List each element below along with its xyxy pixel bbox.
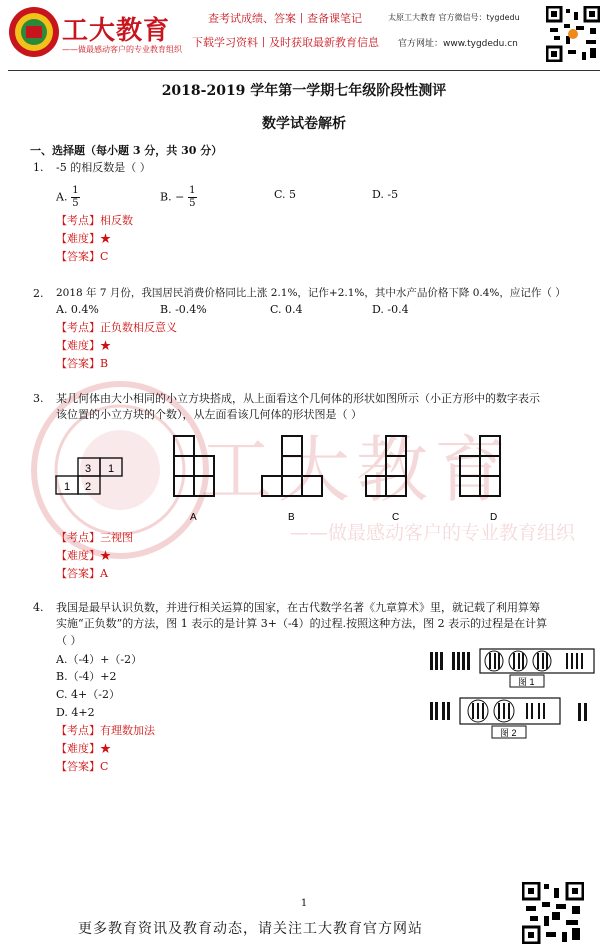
q3-label-d: D — [490, 512, 498, 523]
q3-label-c: C — [392, 512, 400, 523]
q1-a-denominator: 5 — [72, 198, 79, 209]
q4-fig2-label: 图 2 — [500, 728, 517, 738]
q3-stem-line-2: 该位置的小立方块的个数），从左面看该几何体的形状图是（ ） — [56, 408, 362, 421]
q2-difficulty: 【难度】★ — [56, 339, 111, 352]
q3-option-figures — [168, 428, 528, 524]
q1-option-c: C. 5 — [274, 188, 297, 201]
q1-b-numerator: 1 — [189, 185, 196, 196]
promo-line-1: 查考试成绩、答案丨查备课笔记 — [208, 12, 362, 25]
watermark-brand: 工大教育 — [200, 428, 513, 512]
q1-stem: -5 的相反数是（ ） — [56, 161, 151, 174]
q1-option-a — [56, 185, 80, 210]
q1-topic: 【考点】相反数 — [56, 214, 133, 227]
brand-name: 工大教育 — [62, 16, 171, 46]
q4-option-b: B.（-4）+2 — [56, 670, 117, 683]
header-qr-code[interactable] — [546, 6, 600, 62]
q4-fig1-label: 图 1 — [518, 677, 535, 687]
q3-grid-num-1: 3 — [85, 463, 92, 475]
q2-number: 2. — [33, 287, 44, 300]
q4-stem-line-2: 实施“正负数”的方法，图 1 表示的是计算 3+（-4）的过程.按照这种方法，图 2 表示的过程是在计算 — [56, 617, 548, 630]
q1-option-b — [160, 185, 197, 210]
q4-topic: 【考点】有理数加法 — [56, 724, 155, 737]
q3-fig-a-cube — [174, 436, 194, 456]
q1-number: 1. — [33, 161, 44, 174]
q4-stem-line-1: 我国是最早认识负数，并进行相关运算的国家，在古代数学名著《九章算术》里，就记载了利用算筹 — [56, 601, 540, 614]
q4-counting-rod-figures — [428, 646, 598, 742]
q1-option-b-label: B. − — [160, 190, 185, 204]
q3-label-a: A — [190, 512, 197, 523]
q3-top-view-figure — [52, 452, 132, 502]
q4-stem-line-3: （ ） — [56, 634, 82, 647]
promo-line-2: 下载学习资料丨及时获取最新教育信息 — [192, 36, 379, 49]
q2-option-d: D. -0.4 — [372, 303, 409, 316]
q4-fig1-rods — [430, 652, 470, 670]
q3-grid-num-4: 2 — [85, 481, 92, 493]
q4-option-d: D. 4+2 — [56, 706, 95, 719]
q3-grid-num-3: 1 — [64, 481, 71, 493]
header-divider — [8, 70, 600, 71]
q1-option-a-fraction — [71, 185, 80, 210]
q4-option-c: C. 4+（-2） — [56, 688, 120, 701]
q2-topic: 【考点】正负数相反意义 — [56, 321, 177, 334]
q1-b-denominator: 5 — [189, 198, 196, 209]
footer-qr-code[interactable] — [522, 882, 584, 944]
section-heading: 一、选择题（每小题 3 分，共 30 分） — [30, 144, 223, 157]
q1-option-b-fraction — [188, 185, 197, 210]
q2-option-a: A. 0.4% — [56, 303, 99, 316]
q3-topic: 【考点】三视图 — [56, 531, 133, 544]
q2-stem: 2018 年 7 月份，我国居民消费价格同比上涨 2.1%，记作+2.1%，其中水产品价格下降 0.4%，应记作（ ） — [56, 287, 566, 299]
q1-option-a-label: A. — [56, 190, 68, 204]
page-title: 2018-2019 学年第一学期七年级阶段性测评 — [161, 83, 447, 99]
q1-a-numerator: 1 — [72, 185, 79, 196]
q3-stem-line-1: 某几何体由大小相同的小立方块搭成，从上面看这个几何体的形状如图所示（小正方形中的数字表示 — [56, 392, 540, 405]
q3-label-b: B — [288, 512, 295, 523]
q2-option-c: C. 0.4 — [270, 303, 303, 316]
q3-difficulty: 【难度】★ — [56, 549, 111, 562]
brand-logo — [8, 6, 60, 58]
website-url: 官方网址：www.tygdedu.cn — [398, 39, 518, 49]
footer-text: 更多教育资讯及教育动态，请关注工大教育官方网站 — [78, 921, 423, 937]
page-subtitle: 数学试卷解析 — [262, 116, 346, 132]
q4-difficulty: 【难度】★ — [56, 742, 111, 755]
q1-answer: 【答案】C — [56, 250, 109, 263]
q4-number: 4. — [33, 601, 44, 614]
q3-answer: 【答案】A — [56, 567, 108, 580]
page-number: 1 — [300, 898, 308, 909]
q3-grid-num-2: 1 — [108, 463, 115, 475]
q2-option-b: B. -0.4% — [160, 303, 207, 316]
q4-option-a: A.（-4）+（-2） — [56, 653, 143, 666]
q3-number: 3. — [33, 392, 44, 405]
q1-option-d: D. -5 — [372, 188, 399, 201]
q2-answer: 【答案】B — [56, 357, 109, 370]
q1-difficulty: 【难度】★ — [56, 232, 111, 245]
q4-answer: 【答案】C — [56, 760, 109, 773]
brand-slogan: ——做最感动客户的专业教育组织 — [62, 45, 182, 54]
wechat-id: 太原工大教育 官方微信号：tygdedu — [388, 13, 520, 22]
watermark-slogan: ——做最感动客户的专业教育组织 — [290, 522, 576, 544]
